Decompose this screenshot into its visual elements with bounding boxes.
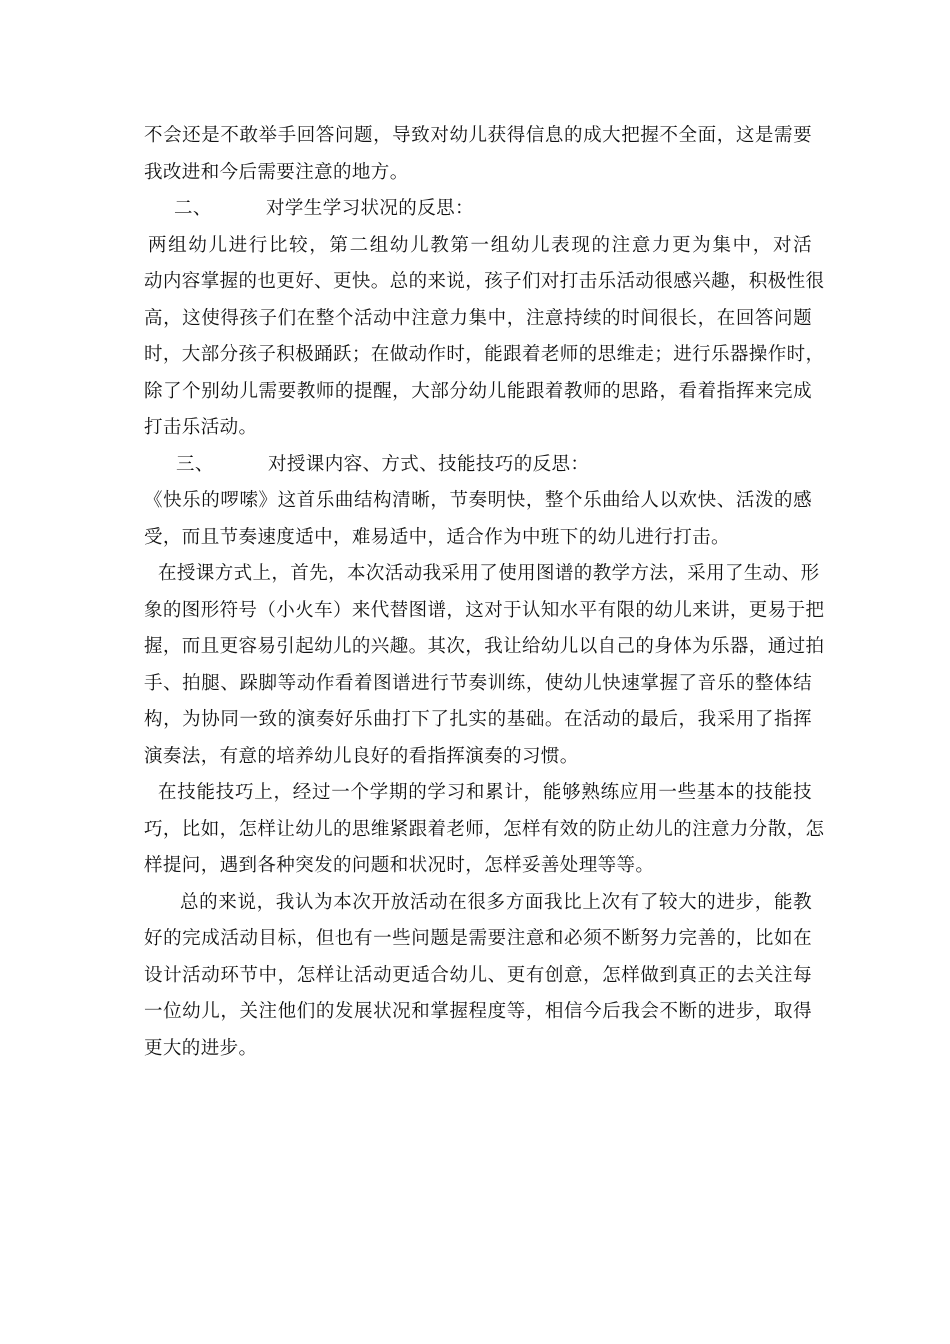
paragraph-line: 《快乐的啰嗦》这首乐曲结构清晰，节奏明快，整个乐曲给人以欢快、活泼的感 — [144, 490, 812, 511]
paragraph-line: 一位幼儿，关注他们的发展状况和掌握程度等，相信今后我会不断的进步，取得 — [144, 1001, 812, 1022]
paragraph-line: 在授课方式上，首先，本次活动我采用了使用图谱的教学方法，采用了生动、形 — [158, 563, 820, 584]
paragraph-line: 受，而且节奏速度适中，难易适中，适合作为中班下的幼儿进行打击。 — [144, 526, 730, 548]
paragraph-line: 握，而且更容易引起幼儿的兴趣。其次，我让给幼儿以自己的身体为乐器，通过拍 — [144, 636, 825, 657]
section-heading-2 — [144, 191, 812, 228]
paragraph-line: 好的完成活动目标，但也有一些问题是需要注意和必须不断努力完善的，比如在 — [144, 928, 812, 949]
paragraph-line: 打击乐活动。 — [144, 417, 258, 438]
paragraph-line: 两组幼儿进行比较，第二组幼儿教第一组幼儿表现的注意力更为集中，对活 — [148, 234, 812, 256]
paragraph-line: 更大的进步。 — [144, 1037, 258, 1059]
paragraph-line: 样提问，遇到各种突发的问题和状况时，怎样妥善处理等等。 — [144, 855, 655, 876]
paragraph-line: 构，为协同一致的演奏好乐曲打下了扎实的基础。在活动的最后，我采用了指挥 — [144, 709, 812, 730]
document-body — [144, 118, 825, 1067]
paragraph-line: 高，这使得孩子们在整个活动中注意力集中，注意持续的时间很长，在回答问题 — [144, 307, 812, 329]
section-title: 对授课内容、方式、技能技巧的反思： — [268, 453, 590, 475]
paragraph-line: 设计活动环节中，怎样让活动更适合幼儿、更有创意，怎样做到真正的去关注每 — [144, 964, 812, 986]
section-title: 对学生学习状况的反思： — [266, 198, 474, 219]
paragraph-line: 不会还是不敢举手回答问题，导致对幼儿获得信息的成大把握不全面，这是需要 — [144, 125, 812, 146]
paragraph-line: 时，大部分孩子积极踊跃；在做动作时，能跟着老师的思维走；进行乐器操作时， — [144, 344, 825, 365]
paragraph-line: 手、拍腿、跺脚等动作看着图谱进行节奏训练，使幼儿快速掌握了音乐的整体结 — [144, 672, 812, 694]
paragraph-line: 动内容掌握的也更好、更快。总的来说，孩子们对打击乐活动很感兴趣，积极性很 — [144, 271, 825, 292]
paragraph-line: 我改进和今后需要注意的地方。 — [144, 161, 409, 183]
section-number: 三、 — [176, 453, 214, 475]
paragraph-line: 除了个别幼儿需要教师的提醒，大部分幼儿能跟着教师的思路，看着指挥来完成 — [144, 380, 812, 402]
paragraph-line: 在技能技巧上，经过一个学期的学习和累计，能够熟练应用一些基本的技能技 — [158, 782, 812, 803]
paragraph-line: 象的图形符号（小火车）来代替图谱，这对于认知水平有限的幼儿来讲，更易于把 — [144, 599, 825, 621]
paragraph-line: 巧，比如，怎样让幼儿的思维紧跟着老师，怎样有效的防止幼儿的注意力分散，怎 — [144, 818, 825, 840]
section-number: 二、 — [174, 198, 212, 219]
section-heading-3 — [144, 447, 812, 484]
paragraph-line: 总的来说，我认为本次开放活动在很多方面我比上次有了较大的进步，能教 — [180, 891, 812, 913]
paragraph-line: 演奏法，有意的培养幼儿良好的看指挥演奏的习惯。 — [144, 745, 579, 767]
